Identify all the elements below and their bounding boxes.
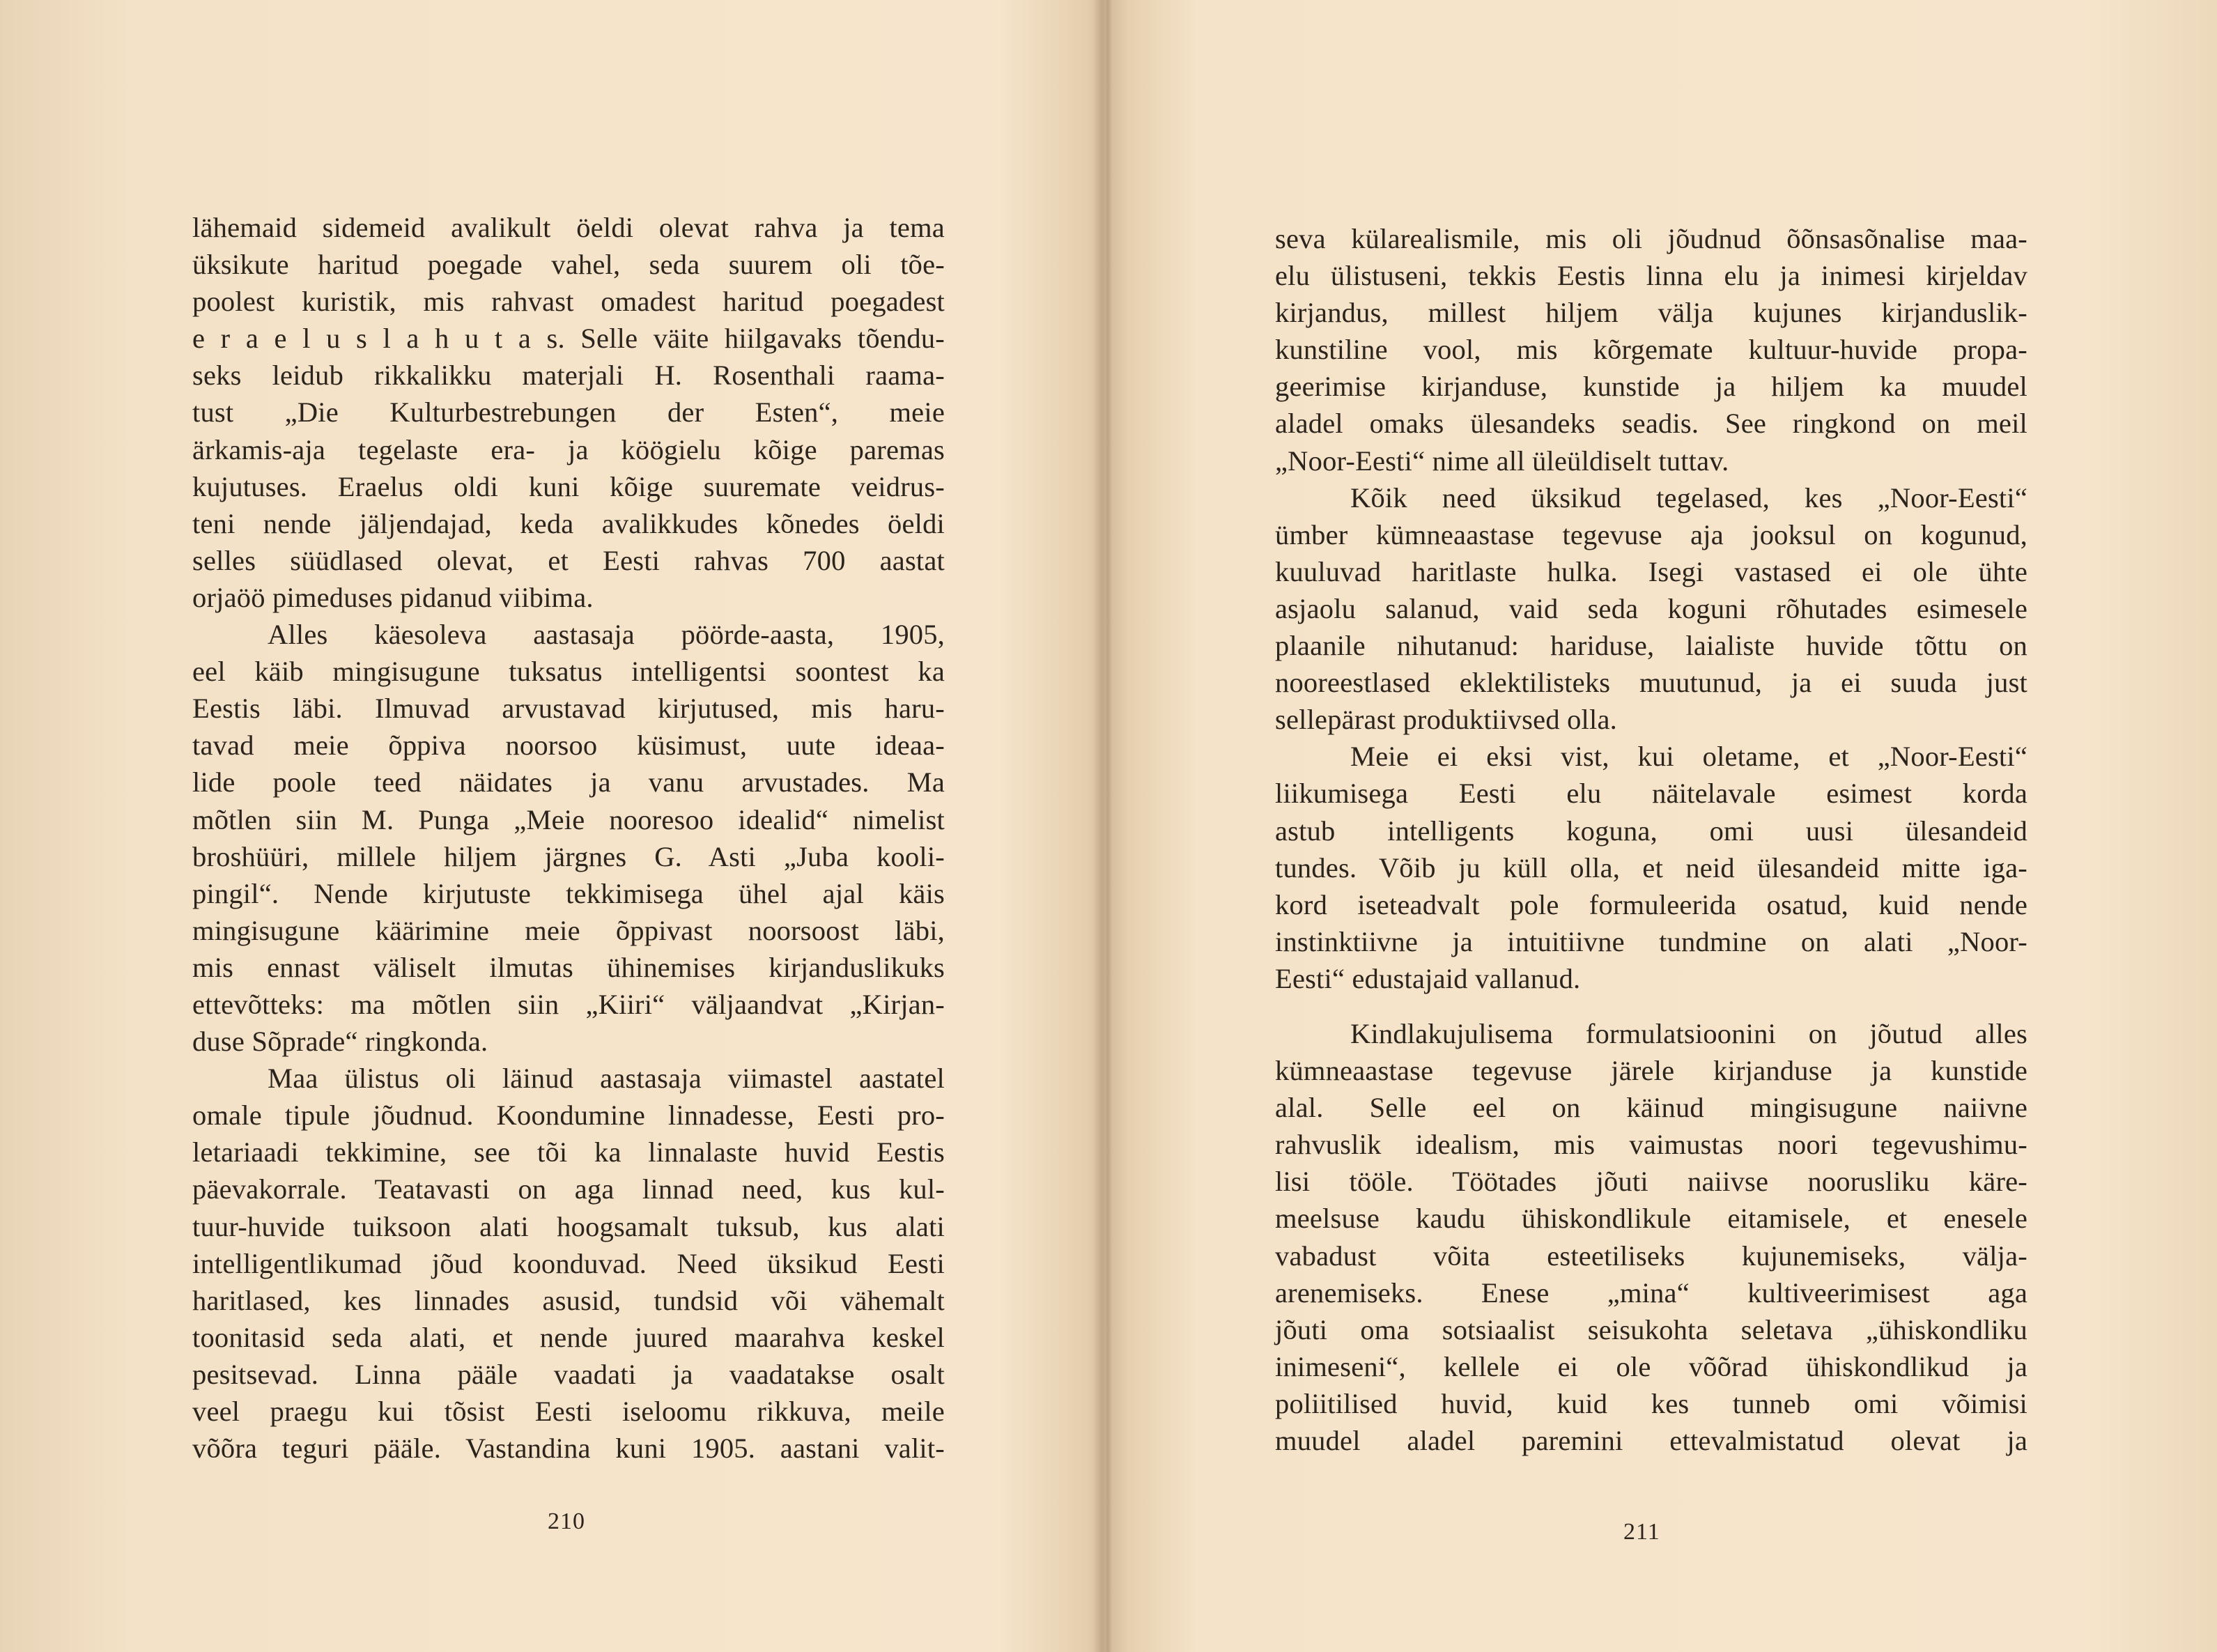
text-line: Kindlakujulisema formulatsioonini on jõutud alles [1350, 1017, 2027, 1049]
text-line: ettevõtteks: ma mõtlen siin „Kiiri“ väljaandvat „Kirjan- [192, 988, 945, 1020]
text-line: lide poole teed näidates ja vanu arvustades. Ma [192, 766, 945, 798]
right-page-number: 211 [1623, 1519, 1660, 1545]
left-page-text [192, 209, 945, 1467]
text-line: tundes. Võib ju küll olla, et neid ülesandeid mitte iga- [1275, 851, 2027, 883]
text-line: rahvuslik idealism, mis vaimustas noori tegevushimu- [1275, 1129, 2027, 1161]
text-line: alal. Selle eel on käinud mingisugune naiivne [1275, 1092, 2027, 1124]
text-line: tavad meie õppiva noorsoo küsimust, uute ideaa- [192, 729, 945, 762]
text-line: haritlased, kes linnades asusid, tundsid või vähemalt [192, 1284, 945, 1316]
text-line: kunstiline vool, mis kõrgemate kultuur-huvide propa- [1275, 334, 2027, 366]
left-page [0, 0, 1101, 1652]
text-line: inimeseni“, kellele ei ole võõrad ühiskondlikud ja [1275, 1350, 2027, 1382]
text-line: pingil“. Nende kirjutuste tekkimisega ühel ajal käis [192, 877, 945, 909]
text-line: mõtlen siin M. Punga „Meie nooresoo idealid“ nimelist [192, 803, 945, 835]
text-line: jõuti oma sotsiaalist seisukohta seletava „ühiskondliku [1275, 1313, 2027, 1345]
text-line: arenemiseks. Enese „mina“ kultiveerimisest aga [1275, 1276, 2027, 1309]
text-line: toonitasid seda alati, et nende juured maarahva keskel [192, 1321, 945, 1353]
text-line: Alles käesoleva aastasaja pöörde-aasta, 1905, [268, 619, 945, 651]
text-line: Maa ülistus oli läinud aastasaja viimastel aastatel [268, 1063, 945, 1095]
text-line: poliitilised huvid, kuid kes tunneb omi võimisi [1275, 1387, 2027, 1419]
text-line: eel käib mingisugune tuksatus intelligentsi soontest ka [192, 656, 945, 688]
text-line: vabadust võita esteetiliseks kujunemiseks, välja- [1275, 1240, 2027, 1272]
text-line: seks leidub rikkalikku materjali H. Rosenthali raama- [192, 360, 945, 392]
text-line: intelligentlikumad jõud koonduvad. Need üksikud Eesti [192, 1247, 945, 1279]
text-line: mis ennast väliselt ilmutas ühinemises kirjanduslikuks [192, 951, 945, 983]
text-line: kümneaastase tegevuse järele kirjanduse ja kunstide [1275, 1055, 2027, 1087]
text-line: veel praegu kui tõsist Eesti iseloomu rikkuva, meile [192, 1396, 945, 1427]
text-line: Eestis läbi. Ilmuvad arvustavad kirjutused, mis haru- [192, 693, 945, 725]
text-line: ümber kümneaastase tegevuse aja jooksul on kogunud, [1275, 518, 2027, 550]
text-line: lisi tööle. Töötades jõuti naiivse noorusliku käre- [1275, 1166, 2027, 1198]
text-line: plaanile nihutanud: hariduse, laialiste huvide tõttu on [1275, 630, 2027, 662]
text-line: mingisugune käärimine meie õppivast noorsoost läbi, [192, 914, 945, 946]
paragraph-gap [1275, 997, 2027, 1015]
text-line: e r a e l u s l a h u t a s. Selle väite hiilgavaks tõendu- [192, 323, 945, 355]
right-page [1115, 0, 2217, 1652]
text-line: lähemaid sidemeid avalikult öeldi olevat rahva ja tema [192, 212, 945, 243]
text-line: kord iseteadvalt pole formuleerida osatud, kuid nende [1275, 888, 2027, 920]
text-line: instinktiivne ja intuitiivne tundmine on alati „Noor- [1275, 925, 2027, 957]
text-line: astub intelligents koguna, omi uusi ülesandeid [1275, 815, 2027, 847]
text-line: broshüüri, millele hiljem järgnes G. Asti „Juba kooli- [192, 840, 945, 872]
text-line: kirjandus, millest hiljem välja kujunes kirjanduslik- [1275, 297, 2027, 329]
text-line: elu ülistuseni, tekkis Eestis linna elu ja inimesi kirjeldav [1275, 260, 2027, 292]
text-line: kujutuses. Eraelus oldi kuni kõige suuremate veidrus- [192, 470, 945, 502]
text-line: kuuluvad haritlaste hulka. Isegi vastased ei ole ühte [1275, 555, 2027, 587]
text-line: poolest kuristik, mis rahvast omadest haritud poegadest [192, 286, 945, 318]
text-line: orjaöö pimeduses pidanud viibima. [192, 581, 594, 613]
text-line: „Noor-Eesti“ nime all üleüldiselt tuttav. [1275, 445, 1729, 477]
text-line: duse Sõprade“ ringkonda. [192, 1026, 488, 1058]
text-line: tuur-huvide tuiksoon alati hoogsamalt tuksub, kus alati [192, 1210, 945, 1242]
text-line: Kõik need üksikud tegelased, kes „Noor-Eesti“ [1350, 481, 2027, 514]
text-line: asjaolu salanud, vaid seda koguni rõhutades esimesele [1275, 592, 2027, 624]
text-line: ärkamis-aja tegelaste era- ja köögielu kõige paremas [192, 433, 945, 465]
text-line: tust „Die Kulturbestrebungen der Esten“, meie [192, 396, 945, 429]
text-line: nooreestlased eklektilisteks muutunud, ja ei suuda just [1275, 667, 2027, 699]
left-page-number: 210 [548, 1508, 585, 1534]
text-line: liikumisega Eesti elu näitelavale esimest korda [1275, 778, 2027, 810]
text-line: Eesti“ edustajaid vallanud. [1275, 962, 1581, 994]
right-page-text [1275, 220, 2027, 1459]
text-line: sellepärast produktiivsed olla. [1275, 704, 1617, 736]
text-line: võõra teguri pääle. Vastandina kuni 1905. aastani valit- [192, 1433, 945, 1465]
text-line: Meie ei eksi vist, kui oletame, et „Noor-Eesti“ [1350, 741, 2027, 773]
text-line: letariaadi tekkimine, see tõi ka linnalaste huvid Eestis [192, 1136, 945, 1168]
text-line: pesitsevad. Linna pääle vaadati ja vaadatakse osalt [192, 1358, 945, 1390]
text-line: päevakorrale. Teatavasti on aga linnad need, kus kul- [192, 1173, 945, 1205]
text-line: üksikute haritud poegade vahel, seda suurem oli tõe- [192, 249, 945, 281]
text-line: seva külarealismile, mis oli jõudnud õõnsasõnalise maa- [1275, 223, 2027, 254]
text-line: teni nende jäljendajad, keda avalikkudes kõnedes öeldi [192, 507, 945, 539]
text-line: omale tipule jõudnud. Koondumine linnadesse, Eesti pro- [192, 1099, 945, 1132]
text-line: meelsuse kaudu ühiskondlikule eitamisele, et enesele [1275, 1203, 2027, 1235]
text-line: selles süüdlased olevat, et Eesti rahvas 700 aastat [192, 544, 945, 576]
text-line: aladel omaks ülesandeks seadis. See ringkond on meil [1275, 408, 2027, 440]
text-line: muudel aladel paremini ettevalmistatud olevat ja [1275, 1425, 2027, 1456]
text-line: geerimise kirjanduse, kunstide ja hiljem ka muudel [1275, 371, 2027, 403]
